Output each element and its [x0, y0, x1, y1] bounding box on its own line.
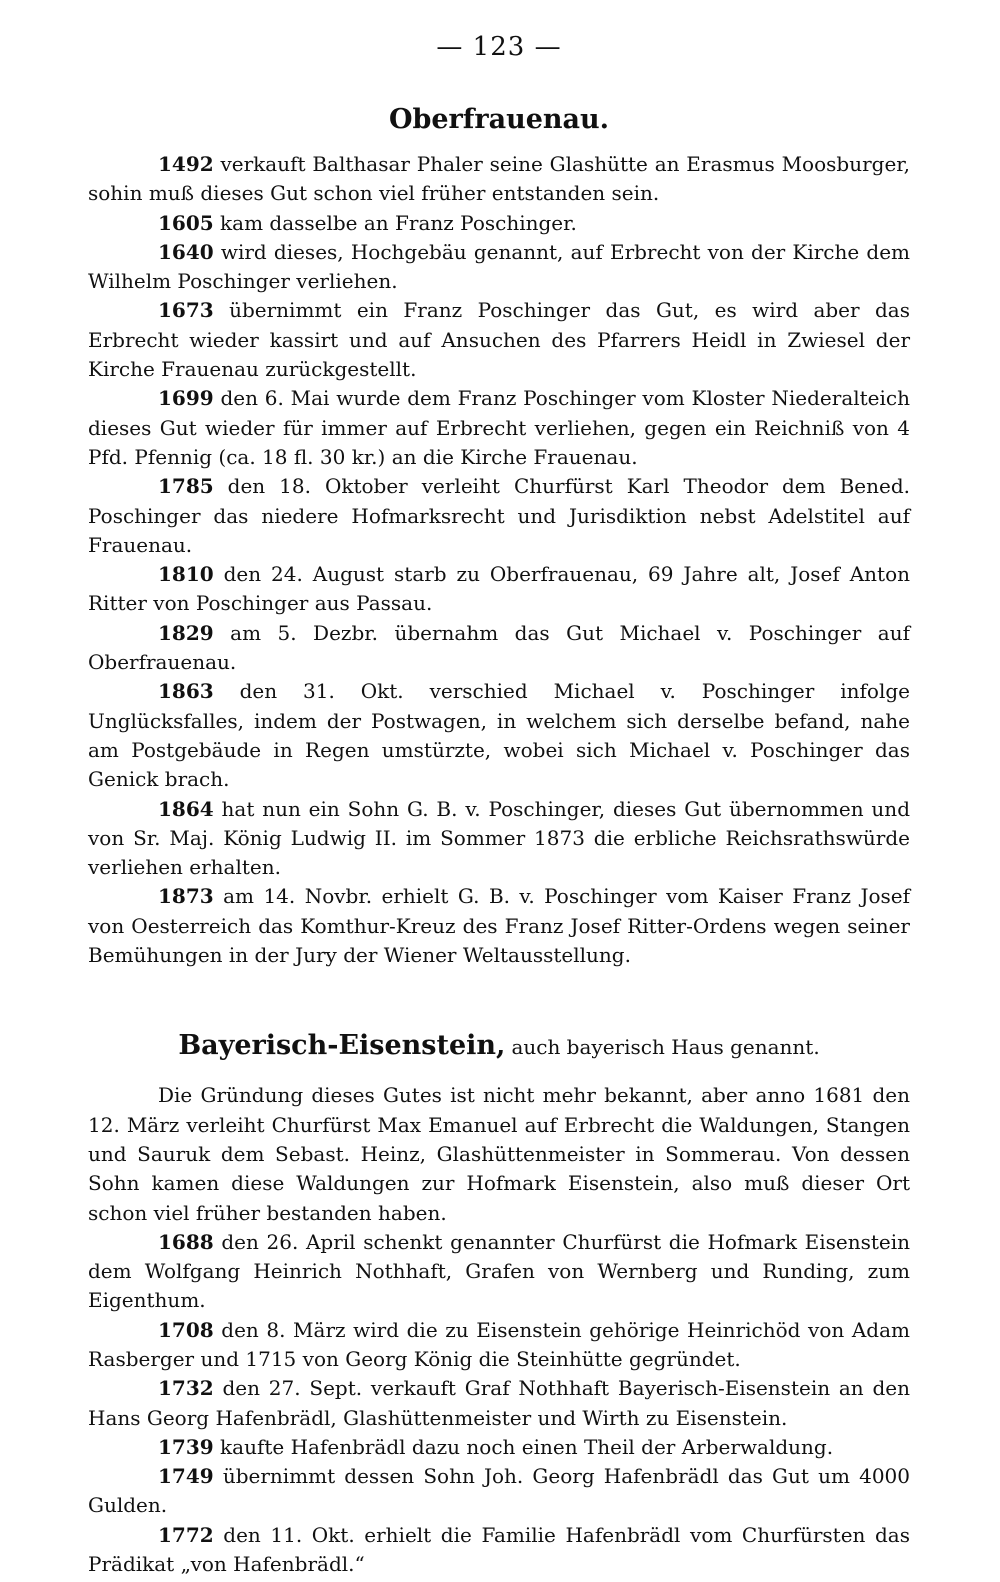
section-heading: [88, 100, 910, 140]
year: 1699: [158, 386, 214, 411]
paragraph: [88, 1462, 910, 1521]
year: 1688: [158, 1229, 214, 1254]
paragraph-text: den 26. April schenkt genannter Churfürst die Hofmark Eisenstein dem Wolfgang Heinrich Nothhaft, Grafen von Wernberg und Runding, zum Eigenthum.: [88, 1229, 910, 1313]
paragraph: [88, 209, 910, 238]
year: 1864: [158, 796, 214, 821]
year: 1873: [158, 884, 214, 909]
year: 1810: [158, 562, 214, 587]
paragraph-text: kaufte Hafenbrädl dazu noch einen Theil der Arberwaldung.: [213, 1434, 834, 1459]
year: 1708: [158, 1317, 214, 1342]
section-subtitle: auch bayerisch Haus genannt.: [511, 1035, 820, 1060]
paragraph-text: den 27. Sept. verkauft Graf Nothhaft Bayerisch-Eisenstein an den Hans Georg Hafenbrädl, Glashüttenmeister und Wirth zu Eisenstein.: [88, 1376, 910, 1430]
paragraph: [88, 1374, 910, 1433]
section-title: Bayerisch-Eisenstein,: [178, 1030, 506, 1062]
year: 1739: [158, 1434, 214, 1459]
paragraph: [88, 296, 910, 384]
paragraph-text: kam dasselbe an Franz Poschinger.: [213, 210, 577, 235]
paragraph-text: verkauft Balthasar Phaler seine Glashütte an Erasmus Moosburger, sohin muß dieses Gut schon viel früher entstanden sein.: [88, 152, 910, 206]
paragraph: [88, 619, 910, 678]
year: 1785: [158, 474, 214, 499]
paragraph-text: den 24. August starb zu Oberfrauenau, 69 Jahre alt, Josef Anton Ritter von Poschinger aus Passau.: [88, 562, 910, 616]
paragraph: [88, 1081, 910, 1227]
paragraph: [88, 795, 910, 883]
paragraph-text: wird dieses, Hochgebäu genannt, auf Erbrecht von der Kirche dem Wilhelm Poschinger verliehen.: [88, 239, 910, 294]
year: 1772: [158, 1522, 214, 1547]
year: 1829: [158, 620, 214, 645]
paragraph: [88, 1316, 910, 1375]
paragraph: [88, 472, 910, 560]
page-number: — 123 —: [436, 32, 562, 62]
paragraph-text: den 11. Okt. erhielt die Familie Hafenbrädl vom Churfürsten das Prädikat „von Hafenbrädl.“: [88, 1522, 910, 1577]
year: 1673: [158, 298, 214, 323]
section-bayerisch-eisenstein: [88, 1026, 910, 1579]
paragraph: [88, 677, 910, 794]
section-title: Oberfrauenau.: [388, 104, 610, 135]
paragraph: [88, 882, 910, 970]
paragraph: [88, 1228, 910, 1316]
paragraph-text: am 14. Novbr. erhielt G. B. v. Poschinger vom Kaiser Franz Josef von Oesterreich das Komthur-Kreuz des Franz Josef Ritter-Ordens wegen seiner Bemühungen in der Jury der Wiener Weltausstellung.: [88, 884, 910, 968]
paragraph-text: übernimmt ein Franz Poschinger das Gut, es wird aber das Erbrecht wieder kassirt und auf Ansuchen des Pfarrers Heidl in Zwiesel der Kirche Frauenau zurückgestellt.: [88, 298, 910, 382]
year: 1749: [158, 1464, 214, 1489]
paragraph: [88, 1433, 910, 1462]
paragraph: [88, 560, 910, 619]
paragraph: [88, 384, 910, 472]
paragraph-text: den 6. Mai wurde dem Franz Poschinger vom Kloster Niederalteich dieses Gut wieder für immer auf Erbrecht verliehen, gegen ein Reichniß von 4 Pfd. Pfennig (ca. 18 fl. 30 kr.) an die Kirche Frauenau.: [88, 386, 910, 469]
paragraph: [88, 150, 910, 209]
paragraph-text: übernimmt dessen Sohn Joh. Georg Hafenbrädl das Gut um 4000 Gulden.: [88, 1464, 910, 1518]
year: 1605: [158, 210, 214, 235]
paragraph-text: den 18. Oktober verleiht Churfürst Karl Theodor dem Bened. Poschinger das niedere Hofmarksrecht und Jurisdiktion nebst Adelstitel auf Frauenau.: [88, 474, 910, 557]
year: 1863: [158, 679, 214, 704]
year: 1640: [158, 239, 214, 264]
section-oberfrauenau: [88, 100, 910, 970]
paragraph-text: am 5. Dezbr. übernahm das Gut Michael v. Poschinger auf Oberfrauenau.: [88, 620, 910, 675]
section-heading: [88, 1026, 910, 1067]
year: 1492: [158, 152, 214, 176]
paragraph-text: hat nun ein Sohn G. B. v. Poschinger, dieses Gut übernommen und von Sr. Maj. König Ludwig II. im Sommer 1873 die erbliche Reichsrathswürde verliehen erhalten.: [88, 796, 910, 880]
paragraph-text: den 8. März wird die zu Eisenstein gehörige Heinrichöd von Adam Rasberger und 1715 von Georg König die Steinhütte gegründet.: [88, 1317, 910, 1371]
paragraph-text: den 31. Okt. verschied Michael v. Poschinger infolge Unglücksfalles, indem der Postwagen, in welchem sich derselbe befand, nahe am Postgebäude in Regen umstürzte, wobei sich Michael v. Poschinger das Genick brach.: [88, 679, 910, 792]
paragraph: [88, 1521, 910, 1580]
year: 1732: [158, 1376, 214, 1401]
paragraph: [88, 238, 910, 297]
paragraph-text: Die Gründung dieses Gutes ist nicht mehr bekannt, aber anno 1681 den 12. März verleiht Churfürst Max Emanuel auf Erbrecht die Waldungen, Stangen und Sauruk dem Sebast. Heinz, Glashüttenmeister in Sommerau. Von dessen Sohn kamen diese Waldungen zur Hofmark Eisenstein, also muß dieser Ort schon viel früher bestanden haben.: [88, 1083, 910, 1225]
book-page: [88, 22, 910, 1579]
